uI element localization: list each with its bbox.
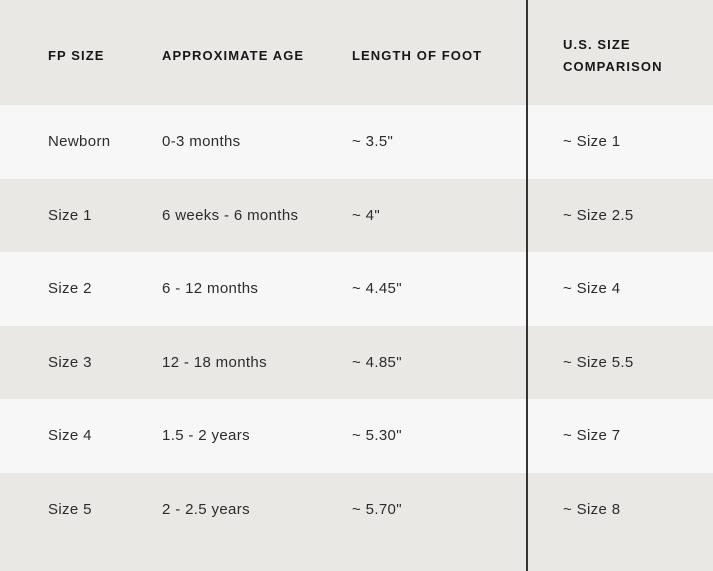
cell-us-size: ~ Size 8 <box>563 500 621 518</box>
cell-approximate-age: 2 - 2.5 years <box>162 500 250 518</box>
table-row-size-5 <box>0 473 713 571</box>
cell-length-of-foot: ~ 3.5" <box>352 133 394 151</box>
header-cell-approximate-age: APPROXIMATE AGE <box>162 47 305 63</box>
cell-fp-size: Size 5 <box>48 500 92 518</box>
cell-us-size: ~ Size 2.5 <box>563 206 634 224</box>
table-row-size-1 <box>0 179 713 253</box>
cell-fp-size: Size 4 <box>48 427 92 445</box>
column-divider-line <box>526 0 528 571</box>
cell-approximate-age: 12 - 18 months <box>162 353 267 371</box>
cell-us-size: ~ Size 7 <box>563 427 621 445</box>
table-header-row <box>0 0 713 105</box>
table-row-size-4 <box>0 399 713 473</box>
cell-fp-size: Size 1 <box>48 206 92 224</box>
cell-fp-size: Newborn <box>48 133 111 151</box>
cell-length-of-foot: ~ 4.45" <box>352 280 402 298</box>
cell-fp-size: Size 2 <box>48 280 92 298</box>
cell-approximate-age: 1.5 - 2 years <box>162 427 250 445</box>
header-cell-length-of-foot: LENGTH OF FOOT <box>352 47 483 63</box>
header-cell-fp-size: FP SIZE <box>48 47 105 63</box>
cell-approximate-age: 6 weeks - 6 months <box>162 206 299 224</box>
table-row-size-2 <box>0 252 713 326</box>
cell-approximate-age: 0-3 months <box>162 133 241 151</box>
cell-length-of-foot: ~ 5.30" <box>352 427 402 445</box>
cell-approximate-age: 6 - 12 months <box>162 280 259 298</box>
cell-length-of-foot: ~ 4" <box>352 206 380 224</box>
header-cell-us-size-comparison: U.S. SIZE COMPARISON <box>563 36 663 74</box>
cell-us-size: ~ Size 4 <box>563 280 621 298</box>
cell-fp-size: Size 3 <box>48 353 92 371</box>
cell-us-size: ~ Size 1 <box>563 133 621 151</box>
cell-length-of-foot: ~ 4.85" <box>352 353 402 371</box>
cell-us-size: ~ Size 5.5 <box>563 353 634 371</box>
table-row-newborn <box>0 105 713 179</box>
cell-length-of-foot: ~ 5.70" <box>352 500 402 518</box>
table-row-size-3 <box>0 326 713 400</box>
